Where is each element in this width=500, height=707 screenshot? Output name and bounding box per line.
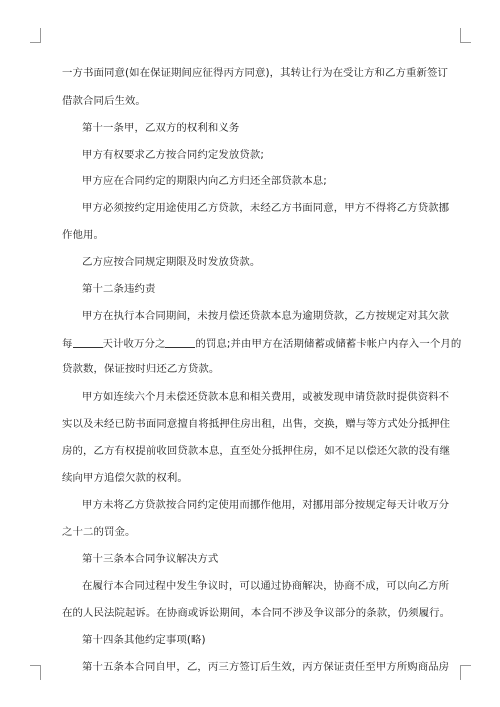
- section-heading: 第十二条违约责: [82, 283, 156, 295]
- crop-mark-bottom-right: [460, 665, 471, 680]
- crop-mark-top-left: [30, 28, 41, 43]
- text-line: 一方书面同意(如在保证期间应征得丙方同意)，其转让行为在受让方和乙方重新签订: [62, 67, 448, 79]
- text-line: 甲方在执行本合同期间，未按月偿还贷款本息为逾期贷款，乙方按规定对其欠款: [82, 310, 450, 322]
- text-line: 第十五条本合同自甲，乙，丙三方签订后生效，丙方保证责任至甲方所购商品房: [82, 661, 450, 673]
- penalty-line: [62, 337, 461, 350]
- text-line: 作他用。: [62, 229, 104, 241]
- text-line: 贷款数，保证按时归还乙方贷款。: [62, 363, 220, 375]
- text-line: 续向甲方追偿欠款的权利。: [62, 472, 188, 484]
- text-line: 实以及未经已防书面同意擅自将抵押住房出租，出售，交换，赠与等方式处分抵押住: [62, 418, 451, 430]
- text-line: 在履行本合同过程中发生争议时，可以通过协商解决，协商不成，可以向乙方所: [82, 580, 450, 592]
- text-line: 甲方必须按约定用途使用乙方贷款，未经乙方书面同意，甲方不得将乙方贷款挪: [82, 202, 450, 214]
- penalty-text-3: 的罚息;并由甲方在活期储蓄或储蓄卡帐户内存入一个月的: [195, 338, 462, 350]
- crop-mark-top-right: [460, 28, 471, 43]
- text-line: 甲方未将乙方贷款按合同约定使用而挪作他用，对挪用部分按规定每天计收万分: [82, 499, 450, 511]
- fill-blank-days: [73, 337, 103, 348]
- penalty-text-2: 天计收万分之: [102, 338, 166, 350]
- text-line: 甲方有权要求乙方按合同约定发放贷款;: [82, 149, 264, 161]
- crop-mark-bottom-left: [30, 665, 41, 680]
- text-line: 在的人民法院起诉。在协商或诉讼期间，本合同不涉及争议部分的条款，仍须履行。: [62, 607, 451, 619]
- text-line: 甲方如连续六个月未偿还贷款本息和相关费用，或被发现申请贷款时提供资料不: [82, 391, 450, 403]
- fill-blank-rate: [165, 337, 195, 348]
- text-line: 甲方应在合同约定的期限内向乙方归还全部贷款本息;: [82, 175, 327, 187]
- text-line: 乙方应按合同规定期限及时发放贷款。: [82, 256, 261, 268]
- section-heading: 第十三条本合同争议解决方式: [82, 553, 219, 565]
- section-heading: 第十四条其他约定事项(略): [82, 634, 206, 646]
- section-heading: 第十一条甲，乙双方的权利和义务: [82, 122, 240, 134]
- text-line: 借款合同后生效。: [62, 95, 146, 107]
- text-line: 之十二的罚金。: [62, 526, 136, 538]
- penalty-text-1: 每: [62, 338, 73, 350]
- text-line: 房的，乙方有权提前收回贷款本息，直至处分抵押住房，如不足以偿还欠款的没有继: [62, 445, 451, 457]
